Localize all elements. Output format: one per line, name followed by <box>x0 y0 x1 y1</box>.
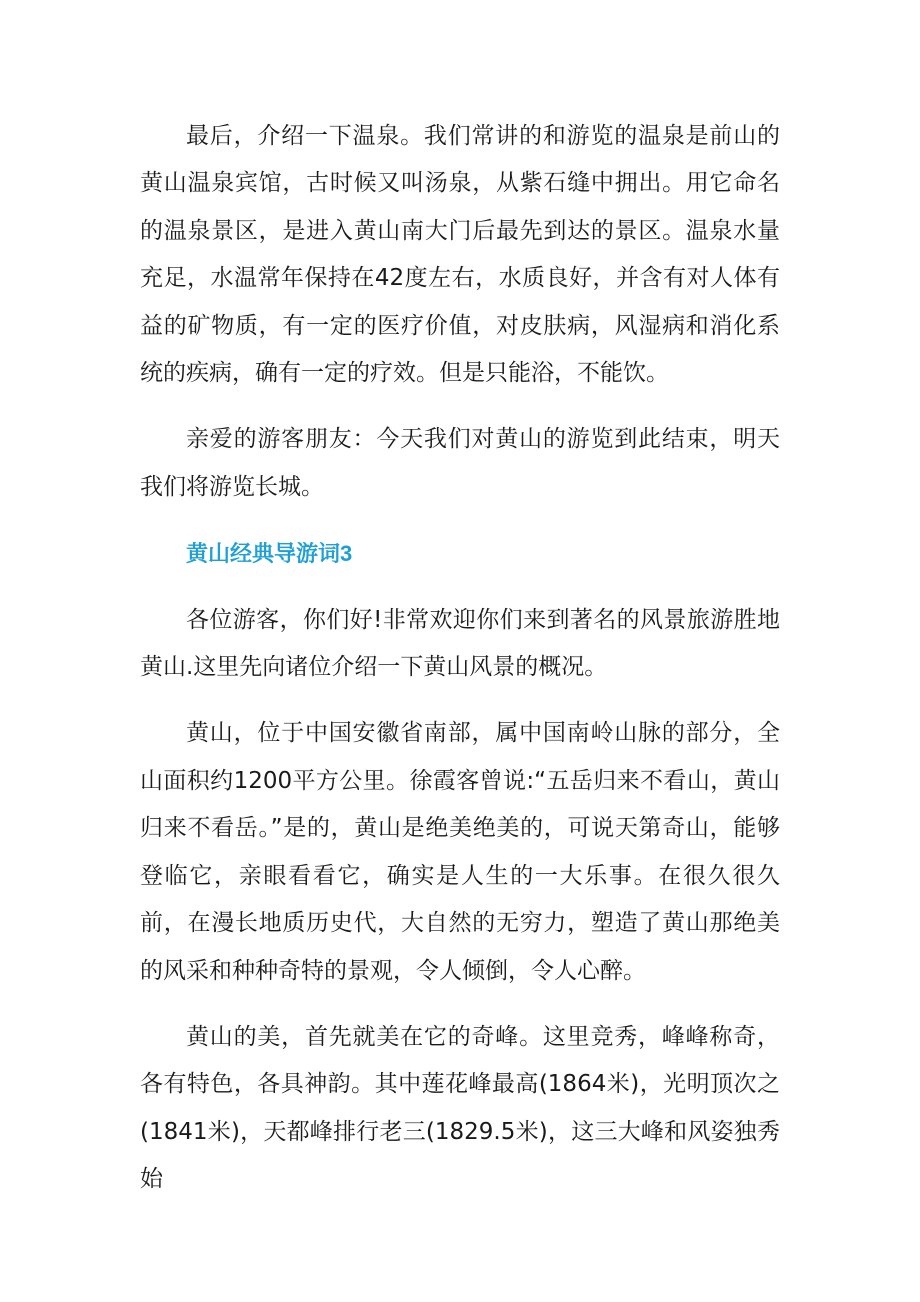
document-body <box>140 113 780 1223</box>
paragraph-peaks: 黄山的美，首先就美在它的奇峰。这里竞秀，峰峰称奇，各有特色，各具神韵。其中莲花峰最高(1864米)，光明顶次之(1841米)，天都峰排行老三(1829.5米)，这三大峰和风姿独秀始 <box>140 1023 780 1193</box>
paragraph-welcome: 各位游客，你们好!非常欢迎你们来到著名的风景旅游胜地黄山.这里先向诸位介绍一下黄山风景的概况。 <box>140 606 780 681</box>
paragraph-overview: 黄山，位于中国安徽省南部，属中国南岭山脉的部分，全山面积约1200平方公里。徐霞客曾说:“五岳归来不看山，黄山归来不看岳。”是的，黄山是绝美绝美的，可说天第奇山，能够登临它，亲眼看看它，确实是人生的一大乐事。在很久很久前，在漫长地质历史代，大自然的无穷力，塑造了黄山那绝美的风采和种种奇特的景观，令人倾倒，令人心醉。 <box>140 720 780 984</box>
paragraph-hot-springs: 最后，介绍一下温泉。我们常讲的和游览的温泉是前山的黄山温泉宾馆，古时候又叫汤泉，从紫石缝中拥出。用它命名的温泉景区，是进入黄山南大门后最先到达的景区。温泉水量充足，水温常年保持在42度左右，水质良好，并含有对人体有益的矿物质，有一定的医疗价值，对皮肤病，风湿病和消化系统的疾病，确有一定的疗效。但是只能浴，不能饮。 <box>140 123 780 387</box>
paragraph-farewell: 亲爱的游客朋友：今天我们对黄山的游览到此结束，明天我们将游览长城。 <box>140 426 780 500</box>
section-heading: 黄山经典导游词3 <box>186 541 353 567</box>
